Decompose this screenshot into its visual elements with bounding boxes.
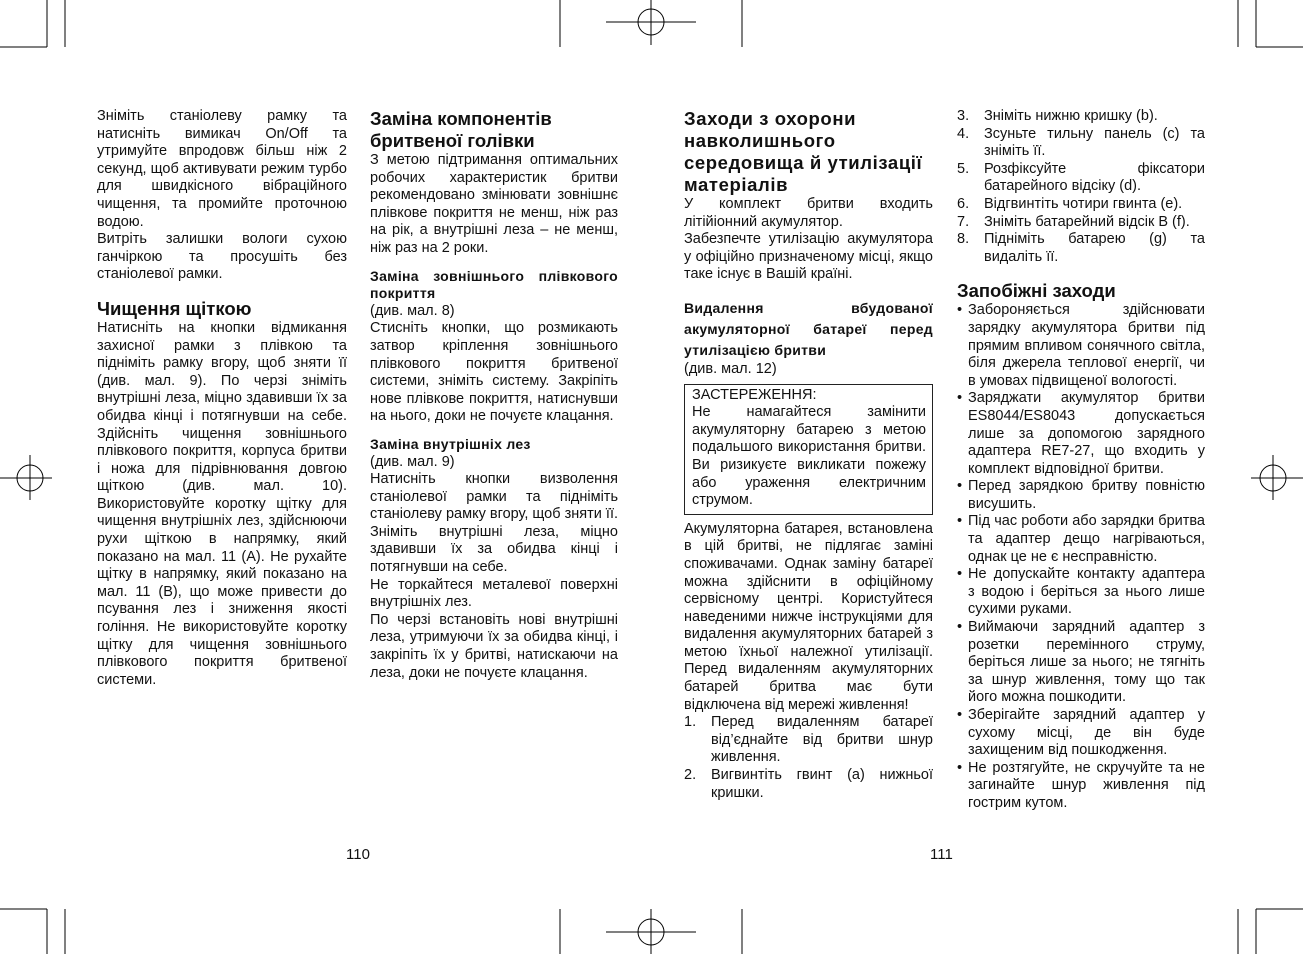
column-2 [370, 108, 618, 682]
subheading-foil: Заміна зовнішнього плівкового покриття [370, 267, 618, 302]
list-item: • Перед зарядкою бритву повністю висушить. [957, 478, 1205, 512]
instruction-paragraph: Акумуляторна батарея, встановлена в цій бритві, не підлягає заміні споживачами. Однак заміну батареї можна здійснити в офіційному сервісному центрі. Користуйтеся наведеними нижче інструкціями для видалення акумуляторних батарей з метою їхньої належної утилізації. Перед видаленням акумуляторних батарей бритва має бути відключена від мережі живлення! [684, 520, 933, 713]
bullet-list [957, 302, 1205, 812]
page-number-left: 110 [346, 846, 370, 863]
column-4 [957, 108, 1205, 813]
instruction-paragraph: По черзі встановіть нові внутрішні леза, утримуючи їх за обидва кінці, і закріпіть їх у бритві, натискаючи на леза, доки не почуєте клацання. [370, 611, 618, 681]
section-heading-safety: Запобіжні заходи [957, 280, 1116, 302]
list-item: 3. Зніміть нижню кришку (b). [957, 108, 1158, 124]
figure-reference: (див. мал. 12) [684, 360, 777, 377]
instruction-paragraph: Витріть залишки вологи сухою ганчіркою та просушіть без станіолевої рамки. [97, 231, 347, 283]
list-item: • Забороняється здійснювати зарядку акумулятора бритви під прямим впливом сонячного світла, біля джерела теплової енергії, чи в умовах підвищеної вологості. [957, 302, 1205, 389]
instruction-paragraph: Зніміть станіолеву рамку та натисніть вимикач On/Off та утримуйте впродовж більш ніж 2 секунд, щоб активувати режим турбо для швидкісного вібраційного чищення, та промийте проточною водою. [97, 108, 347, 230]
warning-box [684, 384, 933, 515]
list-item: • Виймаючи зарядний адаптер з розетки перемінного струму, беріться лише за нього; не тягніть за шнур живлення, тому що так його можна пошкодити. [957, 619, 1205, 706]
list-item: 2. Вигвинтіть гвинт (a) нижньої кришки. [684, 767, 933, 801]
figure-reference: (див. мал. 9) [370, 453, 455, 470]
list-item: • Не допускайте контакту адаптера з водою і беріться за нього лише сухими руками. [957, 566, 1205, 618]
list-item: 4. Зсуньте тильну панель (c) та зніміть її. [957, 125, 1205, 160]
list-item: • Під час роботи або зарядки бритва та адаптер дещо нагріваються, однак це не є несправністю. [957, 513, 1205, 565]
instruction-paragraph: Стисніть кнопки, що розмикають затвор кріплення зовнішнього плівкового покриття бритвеної системи, зніміть систему. Закріпіть нове плівкове покриття, натиснувши на нього, доки не почуєте клацання. [370, 320, 618, 425]
list-item: 5. Розфіксуйте фіксатори батарейного відсіку (d). [957, 160, 1205, 195]
column-1 [97, 108, 347, 689]
steps-list [684, 714, 933, 802]
column-3 [684, 108, 933, 802]
list-item: • Не розтягуйте, не скручуйте та не загинайте шнур живлення під гострим кутом. [957, 759, 1205, 811]
instruction-paragraph: Натисніть на кнопки відмикання захисної рамки з плівкою та підніміть рамку вгору, щоб зняти її (див. мал. 9). По черзі зніміть внутрішні леза, міцно здавивши їх за обидва кінці і потягнувши на себе. Здійсніть чищення зовнішнього плівкового покриття, корпуса бритви і ножа для підрівнювання довгою щіткою (див. мал. 10). Використовуйте коротку щітку для чищення внутрішніх лез, здійснюючи рухи щіткою в напрямку, який показано на мал. 11 (A). Не рухайте щітку в напрямку, який показано на мал. 11 (B), що може привести до псування лез і зниження якості гоління. Не використовуйте коротку щітку для чищення зовнішнього плівкового покриття бритвеної системи. [97, 319, 347, 688]
instruction-paragraph: Не торкайтеся металевої поверхні внутрішніх лез. [370, 576, 618, 611]
instruction-paragraph: З метою підтримання оптимальних робочих характеристик бритви рекомендовано змінювати зовнішнє плівкове покриття не менш, ніж раз на рік, а внутрішні леза – не менш, ніж раз на 2 роки. [370, 152, 618, 256]
instruction-paragraph: Натисніть кнопки визволення станіолевої рамки та підніміть станіолеву рамку вгору, щоб зняти її. Зніміть внутрішні леза, міцно здавивши їх за обидва кінці і потягнувши на себе. [370, 471, 618, 576]
subheading-battery-removal: Видалення вбудованої акумуляторної батареї перед утилізацією бритви [684, 299, 933, 358]
page-number-right: 111 [930, 846, 953, 863]
warning-title: ЗАСТЕРЕЖЕННЯ: [692, 386, 817, 403]
steps-list [957, 108, 1205, 266]
subheading-blades: Заміна внутрішніх лез [370, 435, 531, 452]
list-item: 8. Підніміть батарею (g) та видаліть її. [957, 231, 1205, 265]
section-heading-brush: Чищення щіткою [97, 297, 252, 319]
instruction-paragraph: Забезпечте утилізацію акумулятора у офіційно призначеному місці, якщо таке існує в Вашій країні. [684, 231, 933, 283]
section-heading-environment: Заходи з охорони навколишнього середовища й утилізації матеріалів [684, 108, 923, 195]
figure-reference: (див. мал. 8) [370, 302, 455, 319]
list-item: 6. Відгвинтіть чотири гвинта (e). [957, 195, 1183, 212]
list-item: • Заряджати акумулятор бритви ES8044/ES8043 допускається лише за допомогою зарядного адаптера RE7-27, що входить у комплект відповідної бритви. [957, 390, 1205, 477]
instruction-paragraph: У комплект бритви входить літійіонний акумулятор. [684, 196, 933, 230]
list-item: 7. Зніміть батарейний відсік B (f). [957, 213, 1190, 230]
list-item: • Зберігайте зарядний адаптер у сухому місці, де він буде захищеним від пошкодження. [957, 707, 1205, 759]
section-heading-replace: Заміна компонентів бритвеної голівки [370, 108, 552, 151]
warning-text: Не намагайтеся замінити акумуляторну батарею з метою подальшого використання бритви. Ви ризикуєте викликати пожежу або ураження електричним струмом. [692, 404, 926, 509]
list-item: 1. Перед видаленням батареї від’єднайте від бритви шнур живлення. [684, 714, 933, 766]
